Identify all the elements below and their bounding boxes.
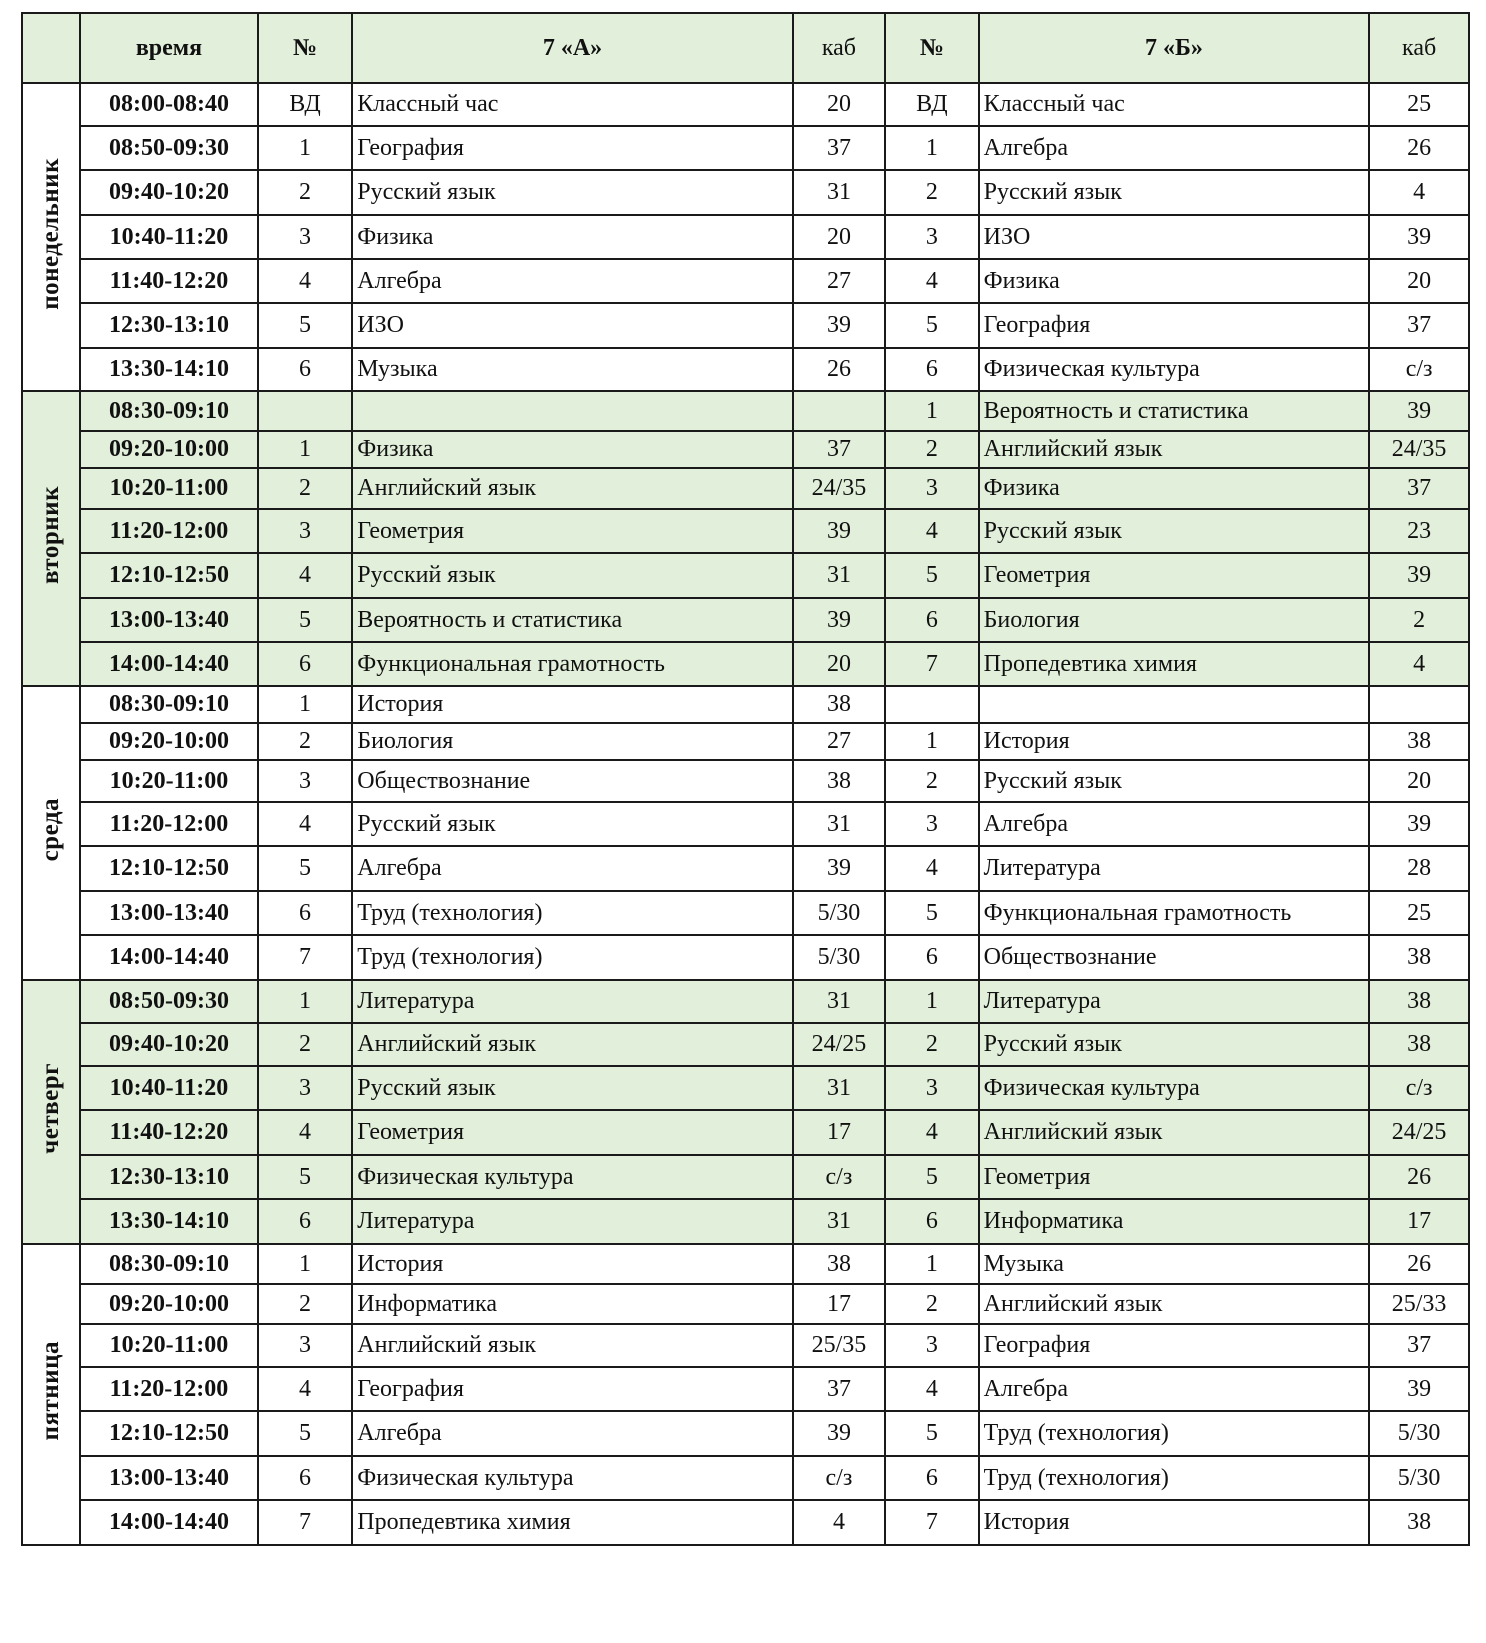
header-num-a: № (258, 13, 353, 83)
lesson-number-a: 1 (258, 686, 353, 723)
time-cell: 11:20-12:00 (80, 802, 258, 846)
room-b: 4 (1369, 170, 1469, 215)
lesson-row (22, 431, 1469, 468)
lesson-number-a: ВД (258, 83, 353, 126)
lesson-number-b: ВД (885, 83, 978, 126)
time-cell: 08:50-09:30 (80, 126, 258, 170)
subject-a: Алгебра (352, 259, 792, 303)
lesson-number-a: 2 (258, 468, 353, 509)
lesson-row (22, 1456, 1469, 1500)
lesson-row (22, 170, 1469, 215)
time-cell: 10:20-11:00 (80, 468, 258, 509)
subject-b: ИЗО (979, 215, 1370, 259)
subject-a: Английский язык (352, 468, 792, 509)
lesson-row (22, 598, 1469, 642)
lesson-number-b: 1 (885, 723, 978, 760)
room-b: 37 (1369, 303, 1469, 348)
lesson-row (22, 391, 1469, 431)
subject-a: География (352, 126, 792, 170)
time-cell: 10:40-11:20 (80, 1066, 258, 1110)
subject-a: Английский язык (352, 1324, 792, 1367)
time-cell: 12:10-12:50 (80, 1411, 258, 1456)
room-b: 17 (1369, 1199, 1469, 1244)
time-cell: 14:00-14:40 (80, 935, 258, 980)
room-b: 38 (1369, 1500, 1469, 1545)
room-b: с/з (1369, 1066, 1469, 1110)
lesson-number-a: 3 (258, 1066, 353, 1110)
subject-b: Физика (979, 259, 1370, 303)
room-a: 31 (793, 980, 885, 1023)
subject-b: Английский язык (979, 1284, 1370, 1324)
room-a: с/з (793, 1456, 885, 1500)
room-b: 23 (1369, 509, 1469, 553)
subject-a: Биология (352, 723, 792, 760)
room-b: 25 (1369, 83, 1469, 126)
lesson-number-b: 5 (885, 891, 978, 935)
room-a: 5/30 (793, 891, 885, 935)
subject-a: Алгебра (352, 1411, 792, 1456)
room-b (1369, 686, 1469, 723)
room-b: 26 (1369, 126, 1469, 170)
subject-a: Обществознание (352, 760, 792, 802)
lesson-row (22, 760, 1469, 802)
lesson-row (22, 1284, 1469, 1324)
room-a: 20 (793, 215, 885, 259)
subject-a: Алгебра (352, 846, 792, 891)
subject-a: Пропедевтика химия (352, 1500, 792, 1545)
subject-b: Функциональная грамотность (979, 891, 1370, 935)
lesson-number-a: 5 (258, 1155, 353, 1199)
header-time: время (80, 13, 258, 83)
lesson-number-b: 6 (885, 598, 978, 642)
lesson-number-a: 7 (258, 935, 353, 980)
room-b: 26 (1369, 1155, 1469, 1199)
time-cell: 11:40-12:20 (80, 259, 258, 303)
day-name: вторник (37, 486, 65, 584)
lesson-row (22, 846, 1469, 891)
lesson-number-a: 5 (258, 598, 353, 642)
day-name: понедельник (37, 157, 65, 310)
room-a: 27 (793, 723, 885, 760)
lesson-number-a: 2 (258, 170, 353, 215)
time-cell: 08:30-09:10 (80, 1244, 258, 1284)
subject-a: Информатика (352, 1284, 792, 1324)
subject-b: Геометрия (979, 1155, 1370, 1199)
subject-a: Классный час (352, 83, 792, 126)
room-a: 39 (793, 598, 885, 642)
subject-a: География (352, 1367, 792, 1411)
room-b: 25/33 (1369, 1284, 1469, 1324)
subject-a: Труд (технология) (352, 935, 792, 980)
subject-b: Русский язык (979, 509, 1370, 553)
time-cell: 14:00-14:40 (80, 1500, 258, 1545)
subject-a: Русский язык (352, 553, 792, 598)
lesson-number-a: 4 (258, 1110, 353, 1155)
lesson-number-a: 3 (258, 509, 353, 553)
subject-b: Классный час (979, 83, 1370, 126)
subject-b: Алгебра (979, 802, 1370, 846)
lesson-number-b (885, 686, 978, 723)
time-cell: 12:10-12:50 (80, 553, 258, 598)
lesson-row (22, 348, 1469, 391)
room-b: 2 (1369, 598, 1469, 642)
room-a: 39 (793, 509, 885, 553)
room-b: 39 (1369, 553, 1469, 598)
lesson-number-a: 2 (258, 723, 353, 760)
room-a: 39 (793, 846, 885, 891)
header-corner (22, 13, 80, 83)
lesson-number-b: 4 (885, 1110, 978, 1155)
room-a: 39 (793, 1411, 885, 1456)
room-b: 20 (1369, 259, 1469, 303)
subject-a: Русский язык (352, 1066, 792, 1110)
time-cell: 12:30-13:10 (80, 303, 258, 348)
room-a: 20 (793, 83, 885, 126)
lesson-number-b: 3 (885, 215, 978, 259)
subject-b: Русский язык (979, 760, 1370, 802)
time-cell: 11:20-12:00 (80, 509, 258, 553)
lesson-number-b: 4 (885, 846, 978, 891)
subject-a: Литература (352, 1199, 792, 1244)
header-class-b: 7 «Б» (979, 13, 1370, 83)
time-cell: 13:00-13:40 (80, 891, 258, 935)
subject-b: Английский язык (979, 1110, 1370, 1155)
lesson-row (22, 1411, 1469, 1456)
lesson-number-a: 6 (258, 1199, 353, 1244)
lesson-number-b: 3 (885, 1066, 978, 1110)
day-name: среда (37, 797, 65, 862)
day-name: пятница (37, 1341, 65, 1441)
lesson-number-b: 1 (885, 391, 978, 431)
lesson-number-a: 3 (258, 215, 353, 259)
lesson-number-a (258, 391, 353, 431)
room-b: 39 (1369, 391, 1469, 431)
subject-b: Английский язык (979, 431, 1370, 468)
lesson-number-a: 2 (258, 1284, 353, 1324)
lesson-number-a: 5 (258, 303, 353, 348)
time-cell: 09:40-10:20 (80, 1023, 258, 1066)
header-num-b: № (885, 13, 978, 83)
room-b: 38 (1369, 980, 1469, 1023)
room-a: 17 (793, 1110, 885, 1155)
lesson-row (22, 1244, 1469, 1284)
lesson-row (22, 980, 1469, 1023)
room-a: 4 (793, 1500, 885, 1545)
subject-b: Физическая культура (979, 348, 1370, 391)
subject-b: Обществознание (979, 935, 1370, 980)
time-cell: 11:20-12:00 (80, 1367, 258, 1411)
time-cell: 10:40-11:20 (80, 215, 258, 259)
lesson-number-b: 5 (885, 1155, 978, 1199)
room-b: 39 (1369, 802, 1469, 846)
room-b: 25 (1369, 891, 1469, 935)
time-cell: 09:20-10:00 (80, 431, 258, 468)
lesson-row (22, 215, 1469, 259)
room-b: 24/25 (1369, 1110, 1469, 1155)
room-a: 37 (793, 431, 885, 468)
day-name: четверг (37, 1063, 65, 1154)
room-b: 38 (1369, 935, 1469, 980)
time-cell: 13:00-13:40 (80, 598, 258, 642)
lesson-number-b: 2 (885, 431, 978, 468)
room-a: 38 (793, 686, 885, 723)
room-a: 5/30 (793, 935, 885, 980)
lesson-number-b: 2 (885, 170, 978, 215)
subject-b: Литература (979, 980, 1370, 1023)
day-label-cell (22, 391, 80, 686)
room-a: 31 (793, 553, 885, 598)
room-a: 37 (793, 126, 885, 170)
subject-a: Геометрия (352, 1110, 792, 1155)
lesson-number-b: 2 (885, 1284, 978, 1324)
room-a: 37 (793, 1367, 885, 1411)
lesson-number-b: 3 (885, 468, 978, 509)
lesson-number-b: 3 (885, 802, 978, 846)
lesson-row (22, 1500, 1469, 1545)
subject-b: Труд (технология) (979, 1456, 1370, 1500)
room-b: 5/30 (1369, 1411, 1469, 1456)
lesson-number-b: 7 (885, 642, 978, 686)
day-label-cell (22, 1244, 80, 1545)
lesson-number-b: 4 (885, 259, 978, 303)
lesson-row (22, 468, 1469, 509)
lesson-row (22, 891, 1469, 935)
subject-a: Русский язык (352, 170, 792, 215)
lesson-number-a: 6 (258, 891, 353, 935)
subject-b: Вероятность и статистика (979, 391, 1370, 431)
header-room-b: каб (1369, 13, 1469, 83)
lesson-row (22, 1367, 1469, 1411)
room-b: 26 (1369, 1244, 1469, 1284)
schedule-table (21, 12, 1470, 1546)
lesson-row (22, 935, 1469, 980)
time-cell: 08:30-09:10 (80, 686, 258, 723)
subject-b: География (979, 303, 1370, 348)
time-cell: 13:00-13:40 (80, 1456, 258, 1500)
subject-b: История (979, 1500, 1370, 1545)
lesson-number-a: 3 (258, 760, 353, 802)
lesson-number-b: 5 (885, 303, 978, 348)
lesson-number-a: 1 (258, 980, 353, 1023)
subject-a: Труд (технология) (352, 891, 792, 935)
subject-b: История (979, 723, 1370, 760)
lesson-row (22, 553, 1469, 598)
room-b: 38 (1369, 723, 1469, 760)
subject-b: Биология (979, 598, 1370, 642)
lesson-number-a: 6 (258, 348, 353, 391)
time-cell: 08:30-09:10 (80, 391, 258, 431)
lesson-number-a: 6 (258, 642, 353, 686)
lesson-number-a: 5 (258, 1411, 353, 1456)
lesson-number-a: 1 (258, 126, 353, 170)
lesson-number-a: 3 (258, 1324, 353, 1367)
room-b: с/з (1369, 348, 1469, 391)
time-cell: 10:20-11:00 (80, 1324, 258, 1367)
lesson-number-b: 4 (885, 1367, 978, 1411)
lesson-row (22, 1155, 1469, 1199)
room-b: 28 (1369, 846, 1469, 891)
lesson-number-b: 6 (885, 348, 978, 391)
time-cell: 09:20-10:00 (80, 723, 258, 760)
lesson-number-b: 4 (885, 509, 978, 553)
subject-b: Физика (979, 468, 1370, 509)
time-cell: 09:20-10:00 (80, 1284, 258, 1324)
room-a: 20 (793, 642, 885, 686)
subject-a: Физика (352, 215, 792, 259)
room-b: 39 (1369, 1367, 1469, 1411)
subject-a (352, 391, 792, 431)
subject-a: Физика (352, 431, 792, 468)
room-a: 31 (793, 1199, 885, 1244)
subject-a: Английский язык (352, 1023, 792, 1066)
schedule-body (22, 83, 1469, 1545)
lesson-row (22, 303, 1469, 348)
subject-a: Геометрия (352, 509, 792, 553)
header-room-a: каб (793, 13, 885, 83)
room-a (793, 391, 885, 431)
lesson-number-a: 4 (258, 553, 353, 598)
subject-b: Русский язык (979, 170, 1370, 215)
lesson-row (22, 259, 1469, 303)
lesson-number-b: 1 (885, 126, 978, 170)
lesson-number-b: 2 (885, 760, 978, 802)
room-a: 38 (793, 760, 885, 802)
subject-b: Информатика (979, 1199, 1370, 1244)
header-row (22, 13, 1469, 83)
room-a: 25/35 (793, 1324, 885, 1367)
subject-b: Русский язык (979, 1023, 1370, 1066)
lesson-row (22, 642, 1469, 686)
room-a: 24/25 (793, 1023, 885, 1066)
lesson-number-a: 2 (258, 1023, 353, 1066)
lesson-row (22, 126, 1469, 170)
subject-b: Музыка (979, 1244, 1370, 1284)
lesson-number-a: 7 (258, 1500, 353, 1545)
time-cell: 13:30-14:10 (80, 348, 258, 391)
lesson-row (22, 1110, 1469, 1155)
room-a: 26 (793, 348, 885, 391)
room-b: 37 (1369, 468, 1469, 509)
lesson-number-a: 4 (258, 1367, 353, 1411)
header-class-a: 7 «А» (352, 13, 792, 83)
subject-b: География (979, 1324, 1370, 1367)
lesson-number-a: 5 (258, 846, 353, 891)
subject-b: Алгебра (979, 126, 1370, 170)
lesson-number-a: 6 (258, 1456, 353, 1500)
room-a: 27 (793, 259, 885, 303)
lesson-row (22, 1324, 1469, 1367)
subject-a: Вероятность и статистика (352, 598, 792, 642)
lesson-row (22, 83, 1469, 126)
subject-b: Пропедевтика химия (979, 642, 1370, 686)
lesson-number-a: 4 (258, 259, 353, 303)
subject-a: Литература (352, 980, 792, 1023)
lesson-row (22, 1199, 1469, 1244)
room-a: 39 (793, 303, 885, 348)
subject-a: Физическая культура (352, 1155, 792, 1199)
room-b: 4 (1369, 642, 1469, 686)
lesson-number-b: 1 (885, 1244, 978, 1284)
room-a: с/з (793, 1155, 885, 1199)
subject-a: История (352, 1244, 792, 1284)
subject-a: Физическая культура (352, 1456, 792, 1500)
subject-b: Труд (технология) (979, 1411, 1370, 1456)
time-cell: 08:00-08:40 (80, 83, 258, 126)
day-label-cell (22, 83, 80, 391)
subject-a: ИЗО (352, 303, 792, 348)
subject-b: Физическая культура (979, 1066, 1370, 1110)
lesson-number-b: 6 (885, 1199, 978, 1244)
lesson-number-b: 6 (885, 1456, 978, 1500)
room-a: 24/35 (793, 468, 885, 509)
room-a: 31 (793, 170, 885, 215)
lesson-number-b: 6 (885, 935, 978, 980)
lesson-number-b: 3 (885, 1324, 978, 1367)
lesson-number-a: 4 (258, 802, 353, 846)
time-cell: 12:30-13:10 (80, 1155, 258, 1199)
subject-b: Геометрия (979, 553, 1370, 598)
lesson-row (22, 686, 1469, 723)
lesson-number-b: 5 (885, 553, 978, 598)
room-a: 38 (793, 1244, 885, 1284)
lesson-number-b: 2 (885, 1023, 978, 1066)
time-cell: 11:40-12:20 (80, 1110, 258, 1155)
day-label-cell (22, 686, 80, 980)
subject-a: История (352, 686, 792, 723)
subject-a: Русский язык (352, 802, 792, 846)
lesson-row (22, 1023, 1469, 1066)
lesson-row (22, 1066, 1469, 1110)
lesson-number-b: 7 (885, 1500, 978, 1545)
subject-a: Музыка (352, 348, 792, 391)
subject-b: Литература (979, 846, 1370, 891)
lesson-row (22, 509, 1469, 553)
lesson-number-b: 1 (885, 980, 978, 1023)
room-b: 5/30 (1369, 1456, 1469, 1500)
room-a: 31 (793, 1066, 885, 1110)
lesson-number-a: 1 (258, 1244, 353, 1284)
subject-b: Алгебра (979, 1367, 1370, 1411)
room-b: 20 (1369, 760, 1469, 802)
room-b: 37 (1369, 1324, 1469, 1367)
room-a: 31 (793, 802, 885, 846)
lesson-row (22, 802, 1469, 846)
time-cell: 14:00-14:40 (80, 642, 258, 686)
subject-b (979, 686, 1370, 723)
time-cell: 10:20-11:00 (80, 760, 258, 802)
day-label-cell (22, 980, 80, 1244)
time-cell: 12:10-12:50 (80, 846, 258, 891)
lesson-row (22, 723, 1469, 760)
time-cell: 08:50-09:30 (80, 980, 258, 1023)
time-cell: 09:40-10:20 (80, 170, 258, 215)
time-cell: 13:30-14:10 (80, 1199, 258, 1244)
room-b: 38 (1369, 1023, 1469, 1066)
room-a: 17 (793, 1284, 885, 1324)
subject-a: Функциональная грамотность (352, 642, 792, 686)
lesson-number-b: 5 (885, 1411, 978, 1456)
room-b: 24/35 (1369, 431, 1469, 468)
lesson-number-a: 1 (258, 431, 353, 468)
room-b: 39 (1369, 215, 1469, 259)
